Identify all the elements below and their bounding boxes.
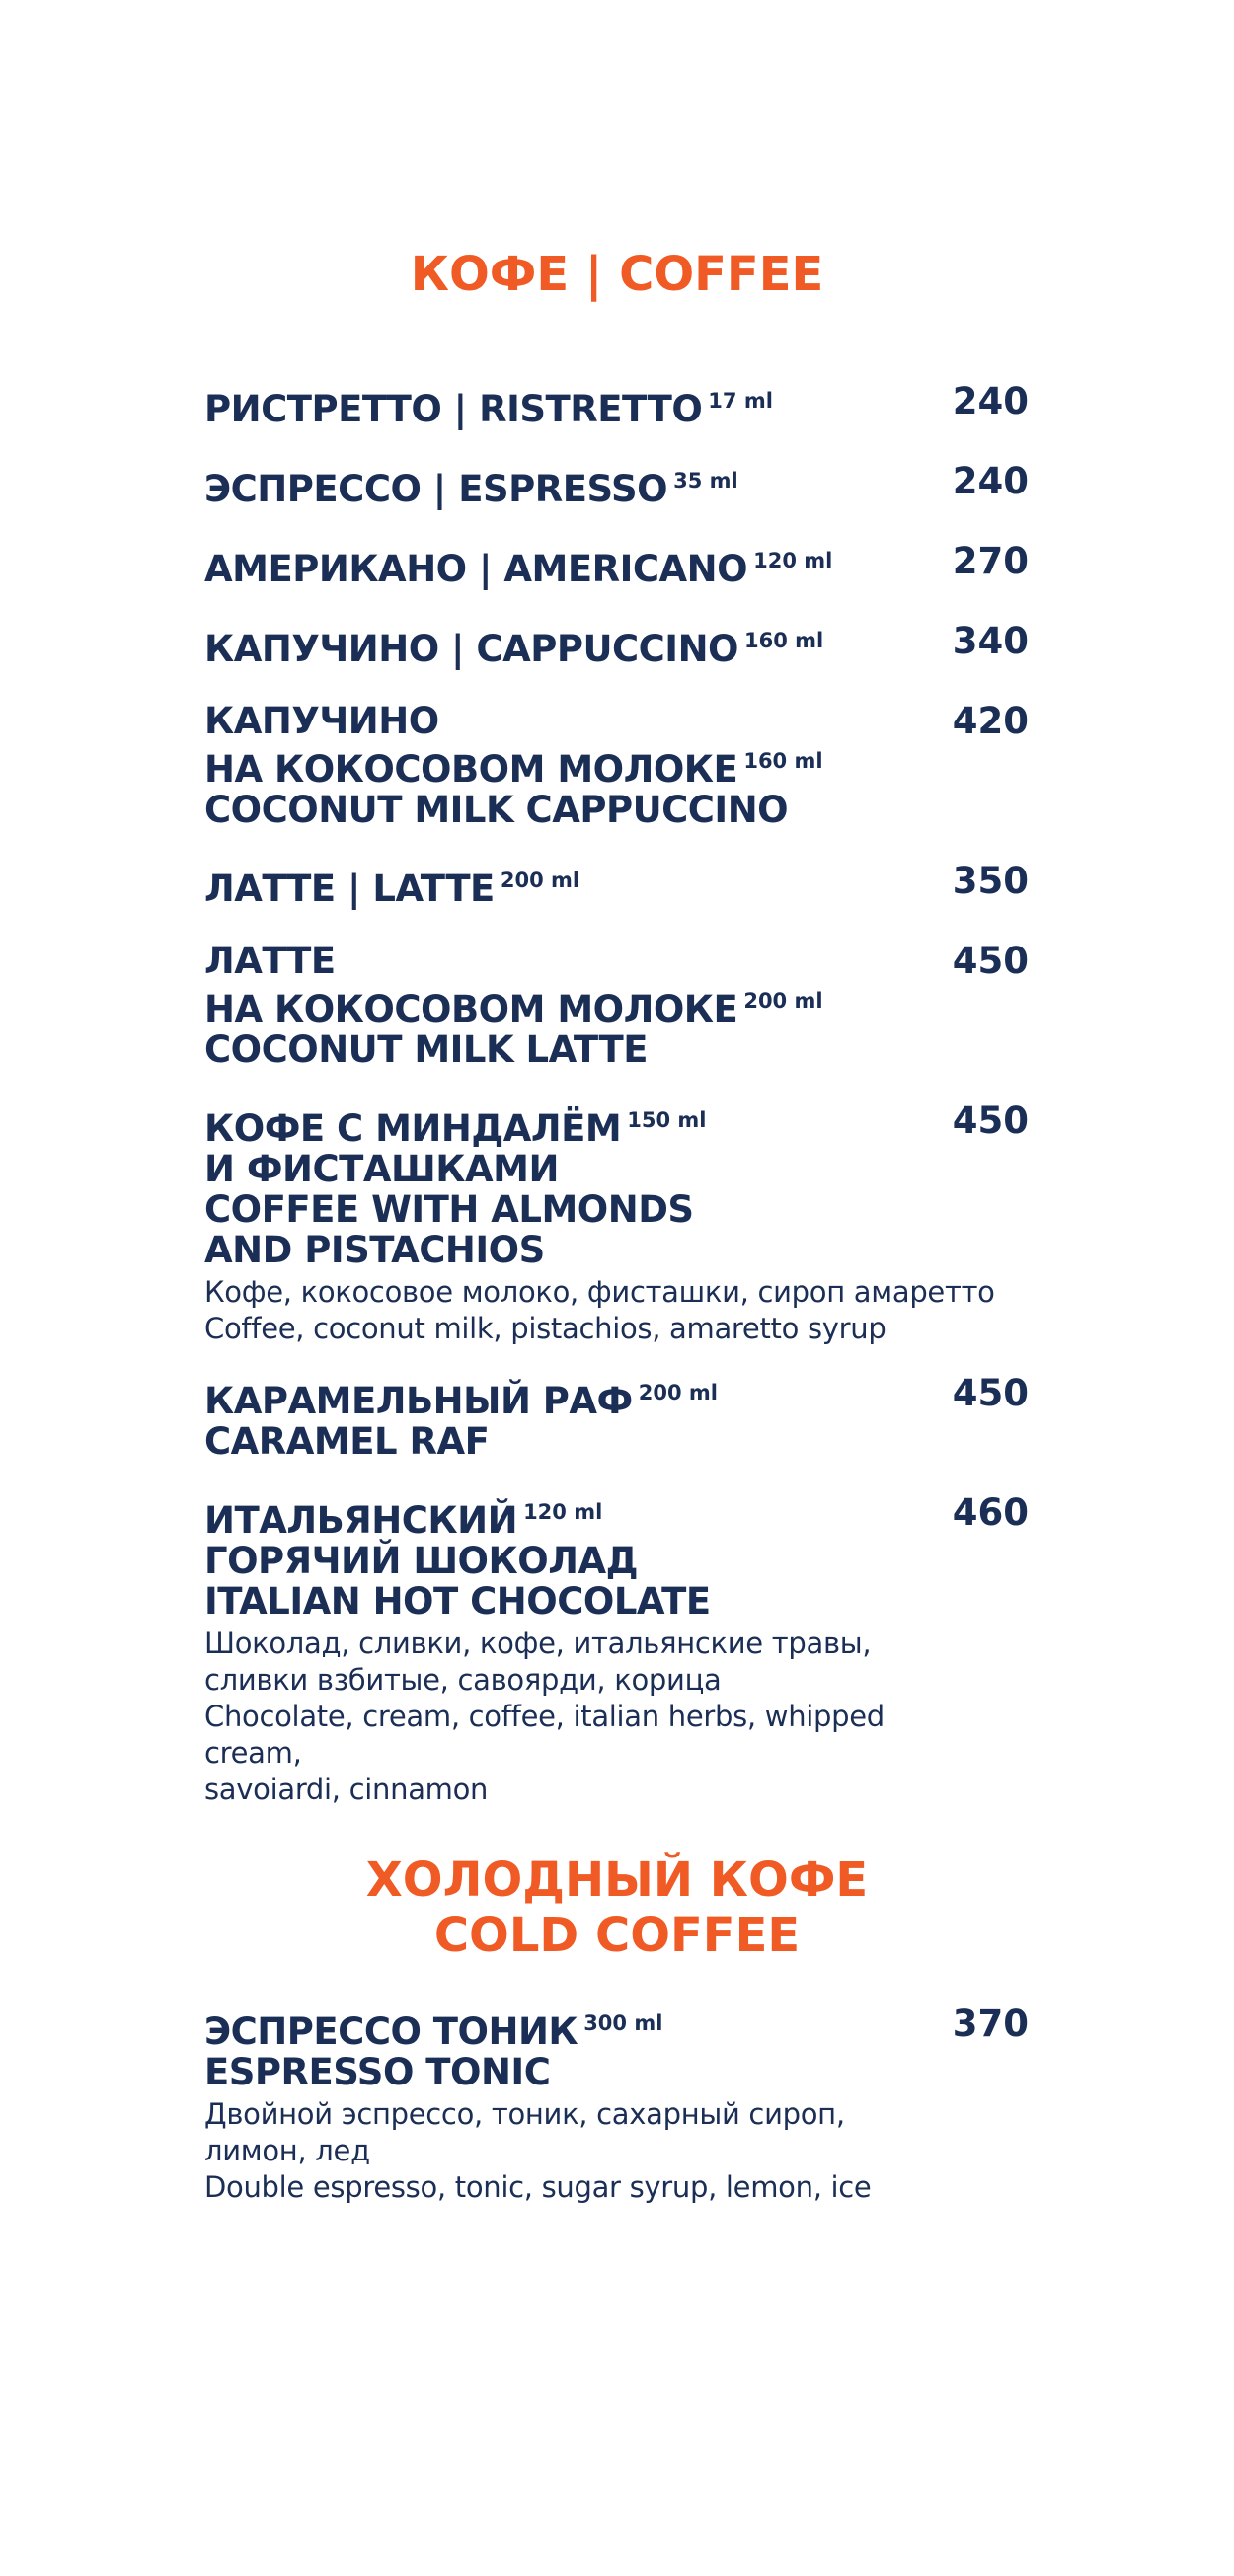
item-price: 450	[952, 1099, 1029, 1142]
item-name-line: ESPRESSO TONIC	[204, 2051, 551, 2093]
item-name-line: ЛАТТЕ	[204, 940, 336, 982]
item-name-line: КАРАМЕЛЬНЫЙ РАФ $^{200 ml}$	[204, 1380, 718, 1422]
item-volume: 120 ml	[753, 549, 833, 572]
item-price: 420	[952, 700, 1029, 742]
item-price: 240	[952, 380, 1029, 422]
item-description-line: savoiardi, cinnamon	[204, 1773, 489, 1806]
item-name	[204, 1373, 1029, 1462]
item-name-line: НА КОКОСОВОМ МОЛОКЕ $^{160 ml}$	[204, 748, 823, 791]
item-description-line: сливки взбитые, савоярди, корица	[204, 1663, 722, 1697]
item-price: 450	[952, 1372, 1029, 1414]
item-description-line: лимон, лед	[204, 2134, 370, 2167]
menu-item-coconut-cappuccino	[204, 701, 1029, 830]
item-description-line: cream,	[204, 1736, 302, 1770]
item-price: 370	[952, 2003, 1029, 2045]
item-description-line: Coffee, coconut milk, pistachios, amaretto syrup	[204, 1312, 887, 1345]
menu-item-espresso	[204, 461, 1029, 509]
item-name-line: COCONUT MILK CAPPUCCINO	[204, 789, 789, 831]
item-name-line: ГОРЯЧИЙ ШОКОЛАД	[204, 1540, 639, 1582]
section-title-line: COLD COFFEE	[433, 1908, 801, 1963]
item-name-line: АМЕРИКАНО | AMERICANO $^{120 ml}$	[204, 548, 833, 590]
menu-item-ristretto	[204, 381, 1029, 429]
item-name-line: COFFEE WITH ALMONDS	[204, 1188, 694, 1231]
item-name	[204, 1100, 1029, 1270]
item-description-line: Шоколад, сливки, кофе, итальянские травы,	[204, 1627, 872, 1660]
menu-item-latte	[204, 861, 1029, 909]
item-volume: 35 ml	[673, 469, 738, 492]
item-name-line: ITALIAN HOT CHOCOLATE	[204, 1580, 711, 1623]
item-name-line: COCONUT MILK LATTE	[204, 1028, 649, 1071]
item-name-line: РИСТРЕТТО | RISTRETTO $^{17 ml}$	[204, 388, 773, 430]
item-price: 350	[952, 860, 1029, 902]
item-volume: 200 ml	[743, 989, 823, 1013]
item-name-line: AND PISTACHIOS	[204, 1229, 545, 1271]
item-name-line: НА КОКОСОВОМ МОЛОКЕ $^{200 ml}$	[204, 988, 823, 1030]
item-description-line: Chocolate, cream, coffee, italian herbs, whipped	[204, 1700, 885, 1733]
menu-item-espresso-tonic	[204, 2004, 1029, 2206]
item-price: 450	[952, 940, 1029, 982]
section-title-cold-coffee	[0, 1853, 1234, 1963]
item-name	[204, 461, 1029, 509]
item-name-line: ЛАТТЕ | LATTE $^{200 ml}$	[204, 868, 580, 910]
item-description	[204, 1274, 1029, 1347]
menu-item-cappuccino	[204, 621, 1029, 669]
item-volume: 120 ml	[523, 1500, 603, 1524]
item-volume: 200 ml	[638, 1381, 718, 1404]
item-description-line: Double espresso, tonic, sugar syrup, lemon, ice	[204, 2170, 872, 2204]
item-volume: 17 ml	[708, 389, 773, 413]
item-volume: 160 ml	[744, 629, 824, 652]
item-volume: 300 ml	[583, 2011, 663, 2035]
item-description-line: Кофе, кокосовое молоко, фисташки, сироп амаретто	[204, 1275, 995, 1309]
menu-item-almond-pistachio-coffee	[204, 1100, 1029, 1347]
item-name-line: И ФИСТАШКАМИ	[204, 1148, 559, 1190]
item-name-line: ЭСПРЕССО ТОНИК $^{300 ml}$	[204, 2010, 663, 2053]
item-name	[204, 701, 1029, 830]
item-price: 240	[952, 460, 1029, 502]
section-title-line: КОФЕ | COFFEE	[410, 247, 824, 302]
item-name	[204, 861, 1029, 909]
item-name-line: КАПУЧИНО	[204, 700, 439, 742]
item-volume: 150 ml	[627, 1108, 707, 1132]
item-name-line: КОФЕ С МИНДАЛЁМ $^{150 ml}$	[204, 1107, 707, 1150]
item-name-line: ЭСПРЕССО | ESPRESSO $^{35 ml}$	[204, 468, 738, 510]
item-name	[204, 541, 1029, 589]
menu-item-americano	[204, 541, 1029, 589]
item-description	[204, 1626, 1029, 1808]
menu-item-italian-hot-chocolate	[204, 1492, 1029, 1808]
section-title-coffee	[0, 247, 1234, 302]
item-name-line: КАПУЧИНО | CAPPUCCINO $^{160 ml}$	[204, 628, 824, 670]
item-name	[204, 381, 1029, 429]
section-title-line: ХОЛОДНЫЙ КОФЕ	[365, 1853, 869, 1908]
item-name	[204, 621, 1029, 669]
item-price: 270	[952, 540, 1029, 582]
item-volume: 200 ml	[500, 869, 580, 892]
item-price: 460	[952, 1491, 1029, 1534]
item-description-line: Двойной эспрессо, тоник, сахарный сироп,	[204, 2097, 845, 2131]
item-name-line: ИТАЛЬЯНСКИЙ $^{120 ml}$	[204, 1499, 603, 1542]
item-name	[204, 941, 1029, 1070]
item-name	[204, 2004, 1029, 2092]
menu-item-caramel-raf	[204, 1373, 1029, 1462]
item-description	[204, 2096, 1029, 2206]
menu-item-coconut-latte	[204, 941, 1029, 1070]
item-name-line: CARAMEL RAF	[204, 1420, 490, 1463]
item-volume: 160 ml	[743, 749, 823, 773]
item-price: 340	[952, 620, 1029, 662]
item-name	[204, 1492, 1029, 1622]
